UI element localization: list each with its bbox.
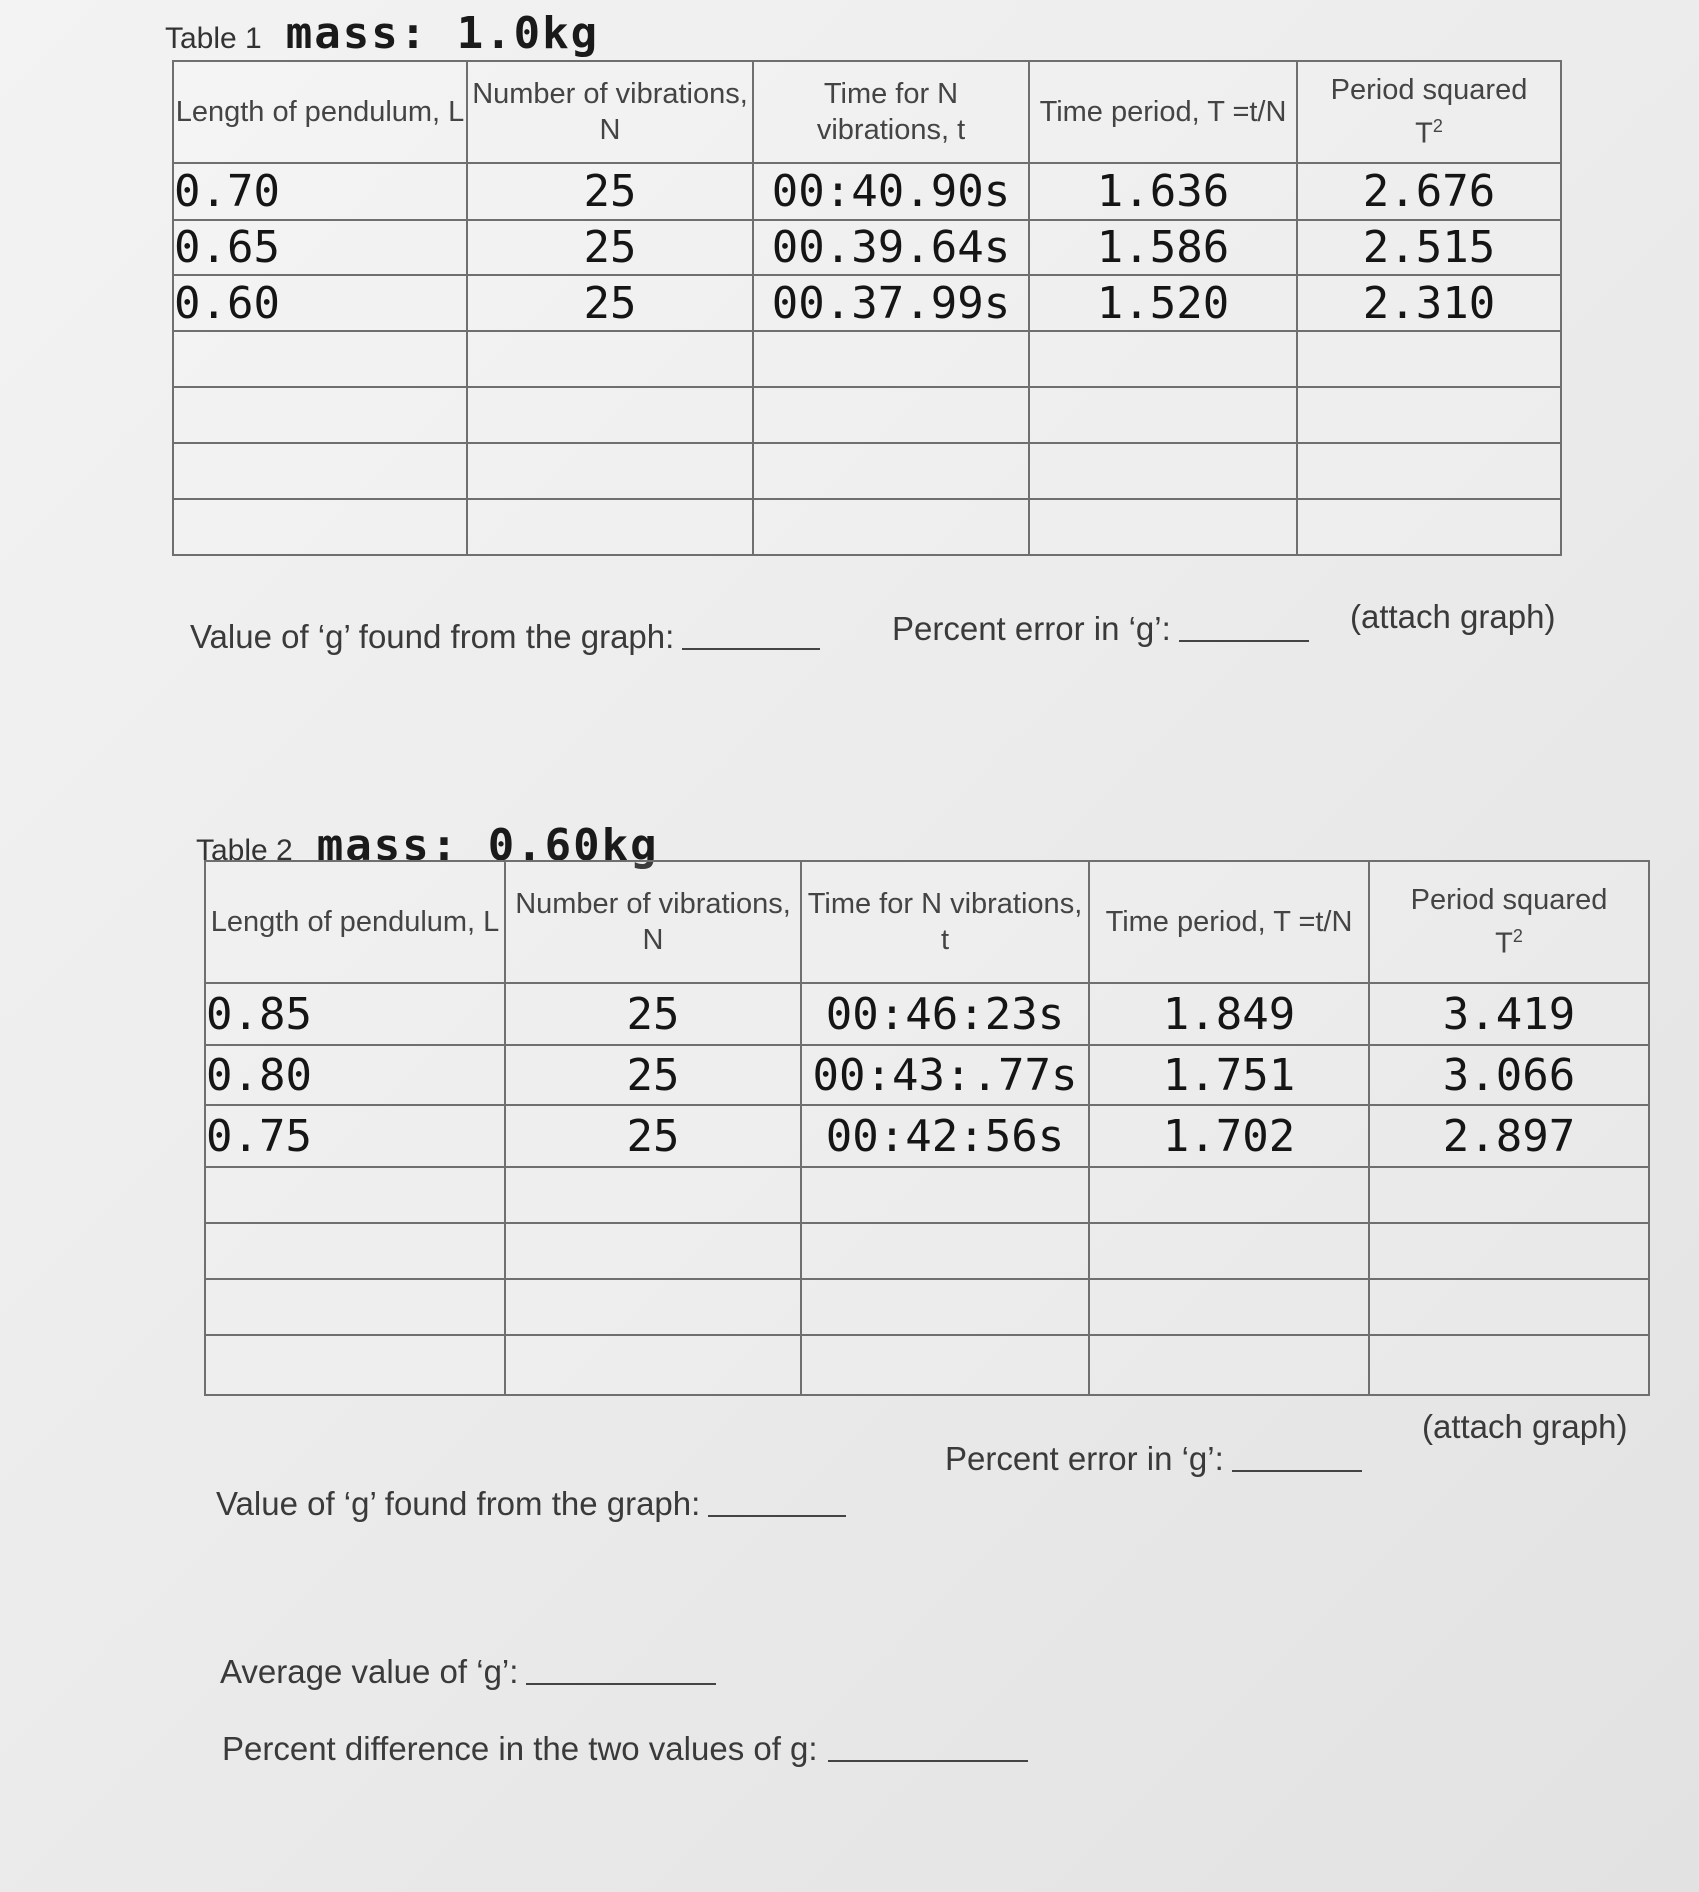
length-cell[interactable] xyxy=(173,387,467,443)
table1-attach-graph: (attach graph) xyxy=(1350,598,1556,635)
count-cell[interactable] xyxy=(505,1223,801,1279)
time-cell[interactable] xyxy=(753,499,1029,555)
time-cell[interactable] xyxy=(753,443,1029,499)
period-squared-cell[interactable] xyxy=(1297,387,1561,443)
count-cell[interactable]: 25 xyxy=(505,1045,801,1105)
time-cell[interactable] xyxy=(801,1279,1089,1335)
table-row xyxy=(205,1105,1649,1167)
period-squared-symbol: T xyxy=(1495,927,1513,960)
table-row xyxy=(173,163,1561,220)
table-row xyxy=(205,983,1649,1045)
table-row xyxy=(205,1279,1649,1335)
period-squared-cell[interactable]: 2.310 xyxy=(1297,275,1561,331)
length-cell[interactable]: 0.65 xyxy=(173,220,467,275)
period-cell[interactable] xyxy=(1029,443,1297,499)
period-cell[interactable] xyxy=(1089,1335,1369,1395)
length-cell[interactable] xyxy=(205,1279,505,1335)
average-g-line xyxy=(220,1653,716,1691)
header-count: Number of vibrations, N xyxy=(467,61,753,163)
percent-error-label: Percent error in ‘g’: xyxy=(945,1440,1224,1477)
period-cell[interactable]: 1.586 xyxy=(1029,220,1297,275)
average-g-label: Average value of ‘g’: xyxy=(220,1653,519,1690)
table2-percent-error xyxy=(945,1440,1362,1478)
g-from-graph-label: Value of ‘g’ found from the graph: xyxy=(216,1485,701,1522)
percent-error-blank[interactable] xyxy=(1232,1469,1362,1472)
period-squared-label: Period squared xyxy=(1330,74,1528,107)
table2 xyxy=(204,860,1650,1396)
time-cell[interactable] xyxy=(753,331,1029,387)
length-cell[interactable] xyxy=(173,499,467,555)
length-cell[interactable]: 0.75 xyxy=(205,1105,505,1167)
table-row xyxy=(173,220,1561,275)
table-row xyxy=(205,1335,1649,1395)
table1-label: Table 1 xyxy=(165,22,262,55)
count-cell[interactable] xyxy=(467,443,753,499)
period-cell[interactable] xyxy=(1089,1279,1369,1335)
count-cell[interactable] xyxy=(467,387,753,443)
table-row xyxy=(205,1045,1649,1105)
period-squared-cell[interactable] xyxy=(1369,1167,1649,1223)
table-row xyxy=(173,387,1561,443)
table1-mass-note: mass: 1.0kg xyxy=(285,8,600,59)
table1-g-from-graph xyxy=(190,618,820,656)
header-period-squared xyxy=(1297,61,1561,163)
count-cell[interactable]: 25 xyxy=(467,275,753,331)
table1 xyxy=(172,60,1562,556)
time-cell[interactable]: 00.39.64s xyxy=(753,220,1029,275)
time-cell[interactable] xyxy=(753,387,1029,443)
header-period: Time period, T =t/N xyxy=(1089,861,1369,983)
period-squared-cell[interactable] xyxy=(1297,443,1561,499)
period-squared-cell[interactable]: 2.515 xyxy=(1297,220,1561,275)
percent-error-label: Percent error in ‘g’: xyxy=(892,610,1171,647)
count-cell[interactable] xyxy=(467,499,753,555)
header-period-squared xyxy=(1369,861,1649,983)
table2-g-from-graph xyxy=(216,1485,846,1523)
header-count: Number of vibrations, N xyxy=(505,861,801,983)
g-from-graph-blank[interactable] xyxy=(682,647,820,650)
time-cell[interactable]: 00:40.90s xyxy=(753,163,1029,220)
period-squared-label: Period squared xyxy=(1410,884,1608,917)
header-time: Time for N vibrations, t xyxy=(753,61,1029,163)
period-cell[interactable] xyxy=(1029,499,1297,555)
length-cell[interactable] xyxy=(173,443,467,499)
table1-caption xyxy=(165,8,599,59)
table-row xyxy=(173,331,1561,387)
count-cell[interactable]: 25 xyxy=(467,163,753,220)
table-row xyxy=(173,443,1561,499)
table1-percent-error xyxy=(892,610,1309,648)
period-cell[interactable]: 1.520 xyxy=(1029,275,1297,331)
period-squared-exponent: 2 xyxy=(1432,116,1443,137)
period-squared-cell[interactable]: 3.066 xyxy=(1369,1045,1649,1105)
g-from-graph-label: Value of ‘g’ found from the graph: xyxy=(190,618,675,655)
table2-attach-graph: (attach graph) xyxy=(1422,1408,1628,1445)
period-squared-cell[interactable]: 2.676 xyxy=(1297,163,1561,220)
period-cell[interactable] xyxy=(1029,387,1297,443)
table-row xyxy=(205,1167,1649,1223)
time-cell[interactable]: 00:43:.77s xyxy=(801,1045,1089,1105)
time-cell[interactable] xyxy=(801,1223,1089,1279)
table-row xyxy=(205,1223,1649,1279)
period-cell[interactable]: 1.636 xyxy=(1029,163,1297,220)
header-period: Time period, T =t/N xyxy=(1029,61,1297,163)
period-squared-cell[interactable] xyxy=(1369,1223,1649,1279)
period-squared-exponent: 2 xyxy=(1512,926,1523,947)
count-cell[interactable]: 25 xyxy=(505,1105,801,1167)
length-cell[interactable] xyxy=(205,1335,505,1395)
table2-label: Table 2 xyxy=(196,834,293,867)
length-cell[interactable]: 0.85 xyxy=(205,983,505,1045)
time-cell[interactable]: 00:42:56s xyxy=(801,1105,1089,1167)
period-cell[interactable]: 1.849 xyxy=(1089,983,1369,1045)
average-g-blank[interactable] xyxy=(526,1682,716,1685)
period-squared-symbol: T xyxy=(1415,117,1433,150)
count-cell[interactable]: 25 xyxy=(467,220,753,275)
length-cell[interactable] xyxy=(173,331,467,387)
percent-error-blank[interactable] xyxy=(1179,639,1309,642)
percent-difference-line xyxy=(222,1730,1028,1768)
table2-mass-note: mass: 0.60kg xyxy=(316,820,659,871)
table-row xyxy=(173,275,1561,331)
percent-difference-label: Percent difference in the two values of g: xyxy=(222,1730,818,1767)
table-row xyxy=(173,499,1561,555)
time-cell[interactable] xyxy=(801,1167,1089,1223)
header-time: Time for N vibrations, t xyxy=(801,861,1089,983)
percent-difference-blank[interactable] xyxy=(828,1759,1028,1762)
period-squared-cell[interactable] xyxy=(1297,499,1561,555)
length-cell[interactable]: 0.70 xyxy=(173,163,467,220)
count-cell[interactable]: 25 xyxy=(505,983,801,1045)
g-from-graph-blank[interactable] xyxy=(708,1514,846,1517)
length-cell[interactable] xyxy=(205,1223,505,1279)
length-cell[interactable]: 0.60 xyxy=(173,275,467,331)
period-cell[interactable]: 1.702 xyxy=(1089,1105,1369,1167)
length-cell[interactable] xyxy=(205,1167,505,1223)
period-squared-cell[interactable] xyxy=(1369,1279,1649,1335)
period-squared-cell[interactable] xyxy=(1369,1335,1649,1395)
count-cell[interactable] xyxy=(467,331,753,387)
header-length: Length of pendulum, L xyxy=(205,861,505,983)
length-cell[interactable]: 0.80 xyxy=(205,1045,505,1105)
time-cell[interactable]: 00:46:23s xyxy=(801,983,1089,1045)
count-cell[interactable] xyxy=(505,1335,801,1395)
period-cell[interactable] xyxy=(1089,1223,1369,1279)
time-cell[interactable]: 00.37.99s xyxy=(753,275,1029,331)
period-cell[interactable]: 1.751 xyxy=(1089,1045,1369,1105)
period-squared-cell[interactable]: 3.419 xyxy=(1369,983,1649,1045)
period-cell[interactable] xyxy=(1029,331,1297,387)
count-cell[interactable] xyxy=(505,1279,801,1335)
header-length: Length of pendulum, L xyxy=(173,61,467,163)
period-squared-cell[interactable] xyxy=(1297,331,1561,387)
period-squared-cell[interactable]: 2.897 xyxy=(1369,1105,1649,1167)
period-cell[interactable] xyxy=(1089,1167,1369,1223)
count-cell[interactable] xyxy=(505,1167,801,1223)
time-cell[interactable] xyxy=(801,1335,1089,1395)
